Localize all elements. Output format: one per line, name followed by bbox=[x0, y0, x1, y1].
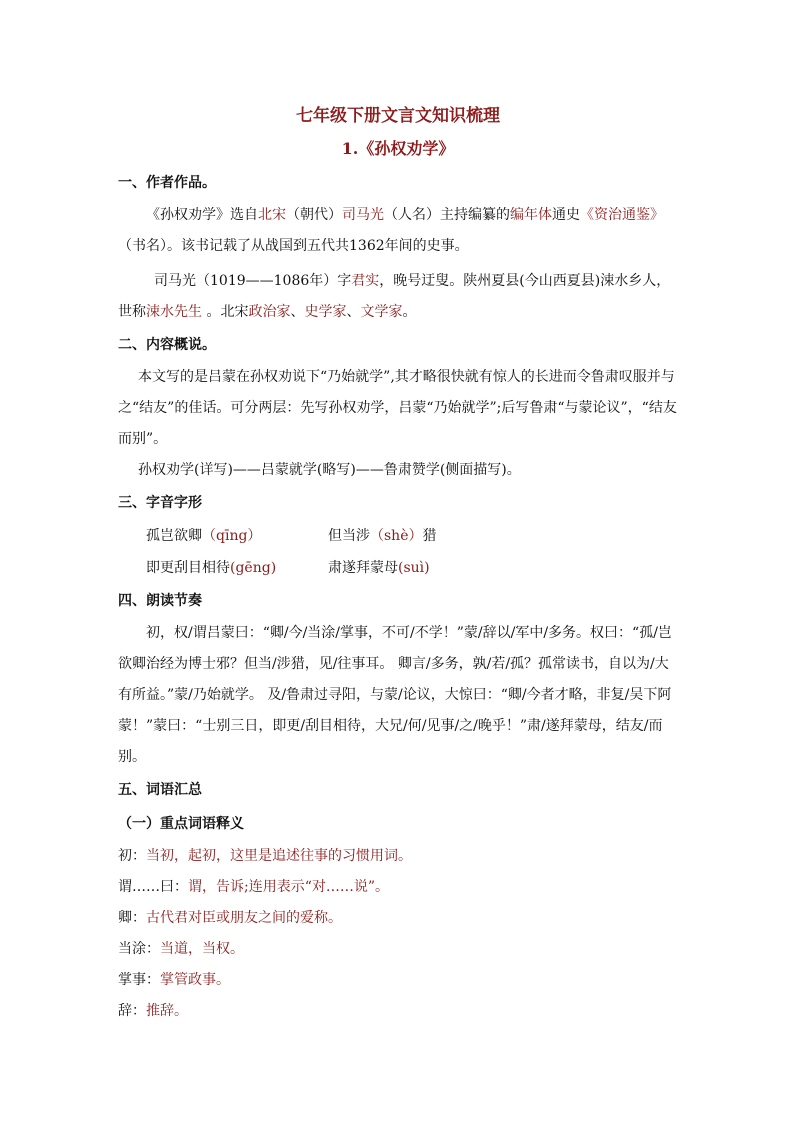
vocabulary-definition: 古代君对臣或朋友之间的爱称。 bbox=[146, 910, 342, 926]
page-title: 七年级下册文言文知识梳理 bbox=[296, 106, 500, 126]
lesson-title: 1.《孙权劝学》 bbox=[341, 139, 455, 158]
pronunciation-row: 即更刮目相待(gēng) 肃遂拜蒙母(suì) bbox=[146, 560, 430, 576]
vocabulary-definition: 当道，当权。 bbox=[160, 941, 244, 957]
document-page bbox=[118, 100, 678, 1027]
section-heading-pronunciation: 三、字音字形 bbox=[118, 495, 202, 511]
vocabulary-term: 辞： bbox=[118, 1003, 146, 1019]
section-heading-author: 一、作者作品。 bbox=[118, 175, 216, 191]
vocabulary-definition: 推辞。 bbox=[146, 1003, 188, 1019]
vocabulary-item bbox=[118, 996, 678, 1027]
vocabulary-list bbox=[118, 841, 678, 1027]
paragraph-rhythm: 初，权/谓吕蒙曰：“卿/今/当涂/掌事，不可/不学！”蒙/辞以/军中/多务。权曰：“孤/岂欲卿治经为博士邪？但当/涉猎，见/往事耳。 卿言/多务，孰/若/孤？孤常读书，自以为/大有所益。”蒙/乃始就学。 及/鲁肃过寻阳，与蒙/论议，大惊曰：“卿/今者才略，非复/吴下阿蒙！”蒙曰：“士别三日，即更/刮目相待，大兄/何/见事/之/晚乎！”肃/遂拜蒙母，结友/而别。 bbox=[118, 625, 672, 765]
section-heading-rhythm: 四、朗读节奏 bbox=[118, 593, 202, 609]
vocabulary-definition: 谓，告诉;连用表示“对……说”。 bbox=[188, 879, 390, 895]
paragraph-structure: 孙权劝学(详写)——吕蒙就学(略写)——鲁肃赞学(侧面描写)。 bbox=[138, 462, 521, 478]
vocabulary-term: 初： bbox=[118, 848, 146, 864]
vocabulary-item bbox=[118, 965, 678, 996]
pronunciation-row: 孤岂欲卿（qīng） 但当涉（shè）猎 bbox=[146, 528, 437, 544]
vocabulary-item bbox=[118, 872, 678, 903]
section-heading-vocabulary: 五、词语汇总 bbox=[118, 782, 202, 798]
paragraph-summary: 本文写的是吕蒙在孙权劝说下“乃始就学”,其才略很快就有惊人的长进而令鲁肃叹服并与之“结友”的佳话。可分两层：先写孙权劝学，吕蒙“乃始就学”;后写鲁肃“与蒙论议”，“结友而别”。 bbox=[118, 369, 677, 447]
vocabulary-term: 卿： bbox=[118, 910, 146, 926]
vocabulary-term: 掌事： bbox=[118, 972, 160, 988]
vocabulary-term: 当涂： bbox=[118, 941, 160, 957]
vocabulary-item bbox=[118, 841, 678, 872]
vocabulary-item bbox=[118, 903, 678, 934]
paragraph-author: 司马光（1019——1086年）字君实，晚号迂叟。陕州夏县(今山西夏县)涑水乡人，世称涑水先生 。北宋政治家、史学家、文学家。 bbox=[118, 273, 671, 320]
subsection-heading-key-words: （一）重点词语释义 bbox=[118, 816, 244, 832]
paragraph-source: 《孙权劝学》选自北宋（朝代）司马光（人名）主持编纂的编年体通史《资治通鉴》（书名）。该书记载了从战国到五代共1362年间的史事。 bbox=[118, 207, 664, 254]
vocabulary-term: 谓……曰： bbox=[118, 879, 188, 895]
vocabulary-item bbox=[118, 934, 678, 965]
section-heading-summary: 二、内容概说。 bbox=[118, 337, 216, 353]
vocabulary-definition: 当初，起初，这里是追述往事的习惯用词。 bbox=[146, 848, 412, 864]
vocabulary-definition: 掌管政事。 bbox=[160, 972, 230, 988]
